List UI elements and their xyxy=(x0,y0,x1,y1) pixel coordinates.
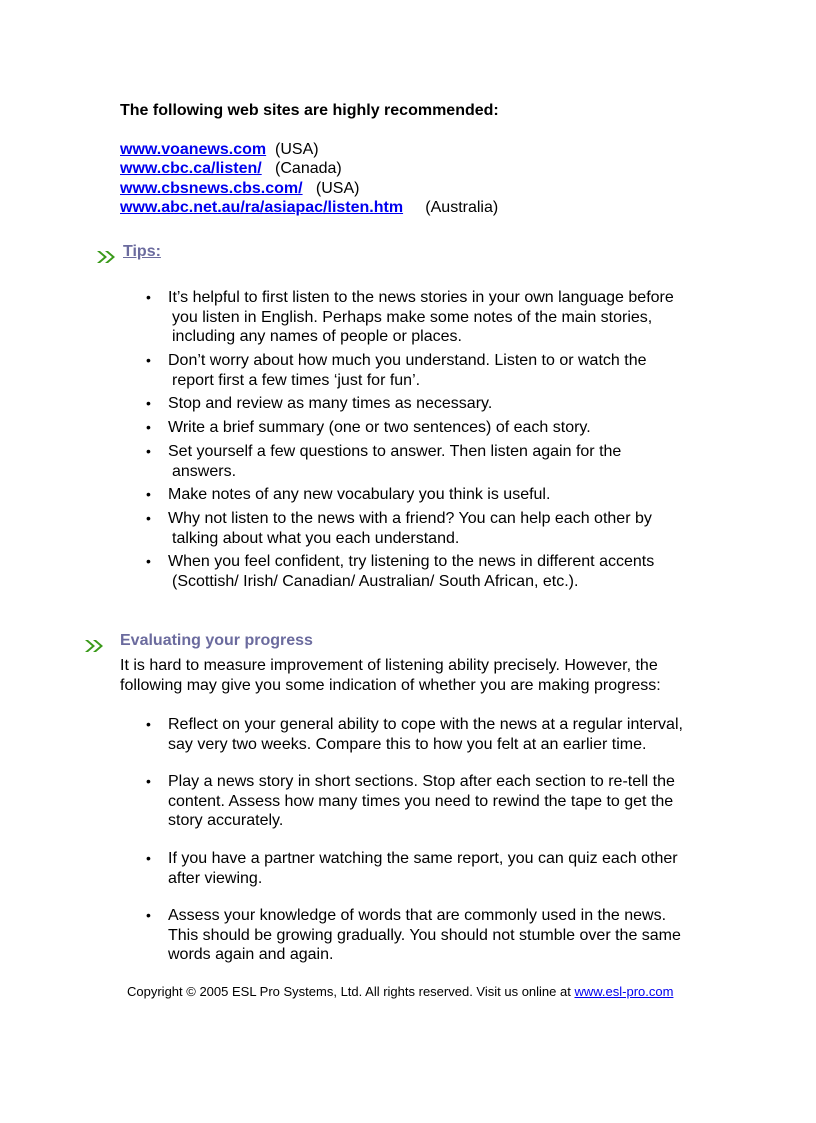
site-link-abc[interactable]: www.abc.net.au/ra/asiapac/listen.htm xyxy=(120,199,404,216)
bullet-icon: • xyxy=(146,716,151,732)
bullet-icon: • xyxy=(146,289,151,305)
bullet-icon: • xyxy=(146,443,151,459)
tip-line: you listen in English. Perhaps make some notes of the main stories, xyxy=(172,308,653,326)
tip-line: Don’t worry about how much you understand. Listen to or watch the xyxy=(168,352,647,369)
bullet-icon: • xyxy=(146,352,151,368)
bullet-icon: • xyxy=(146,510,151,526)
bullet-icon: • xyxy=(146,907,151,923)
sites-heading: The following web sites are highly recommended: xyxy=(120,102,499,119)
site-country: (Canada) xyxy=(275,160,342,177)
copyright-text: Copyright © 2005 ESL Pro Systems, Ltd. All rights reserved. Visit us online at xyxy=(127,984,575,999)
tip-line: Make notes of any new vocabulary you think is useful. xyxy=(168,486,551,503)
tip-line: including any names of people or places. xyxy=(172,328,462,345)
evaluating-title: Evaluating your progress xyxy=(120,632,313,649)
bullet-icon: • xyxy=(146,850,151,866)
footer-link[interactable]: www.esl-pro.com xyxy=(574,984,674,999)
bullet-icon: • xyxy=(146,486,151,502)
tip-line: talking about what you each understand. xyxy=(172,529,460,547)
evaluating-intro: It is hard to measure improvement of listening ability precisely. However, the following may give you some indication of whether you are making progress: xyxy=(120,657,661,694)
bullet-icon: • xyxy=(146,553,151,569)
site-link-voanews[interactable]: www.voanews.com xyxy=(120,141,267,158)
evaluating-item-text: Play a news story in short sections. Stop after each section to re-tell the content. Assess how many times you need to rewind the tape to get the story accurately. xyxy=(168,773,675,829)
double-chevron-icon xyxy=(96,250,118,264)
evaluating-item-text: If you have a partner watching the same report, you can quiz each other after viewing. xyxy=(168,850,678,887)
tip-line: report first a few times ‘just for fun’. xyxy=(172,371,421,389)
evaluating-item-text: Reflect on your general ability to cope with the news at a regular interval, say very two weeks. Compare this to how you felt at an earlier time. xyxy=(168,716,683,753)
bullet-icon: • xyxy=(146,419,151,435)
tip-line: When you feel confident, try listening to the news in different accents xyxy=(168,553,655,570)
site-row xyxy=(120,141,319,159)
site-country: (USA) xyxy=(275,141,319,158)
tip-line: answers. xyxy=(172,462,237,480)
site-link-cbsnews[interactable]: www.cbsnews.cbs.com/ xyxy=(120,180,303,197)
site-country: (USA) xyxy=(315,180,360,197)
tip-line: Set yourself a few questions to answer. Then listen again for the xyxy=(168,443,622,460)
tips-title: Tips: xyxy=(123,243,161,260)
site-row xyxy=(120,199,498,217)
tip-line: Write a brief summary (one or two sentences) of each story. xyxy=(168,419,591,436)
tip-line: It’s helpful to first listen to the news stories in your own language before xyxy=(168,289,674,306)
footer xyxy=(127,984,673,999)
double-chevron-icon xyxy=(84,639,106,653)
bullet-icon: • xyxy=(146,395,151,411)
site-country: (Australia) xyxy=(425,199,499,216)
bullet-icon: • xyxy=(146,773,151,789)
tip-line: Stop and review as many times as necessary. xyxy=(168,395,493,412)
tip-line: Why not listen to the news with a friend? You can help each other by xyxy=(168,510,652,527)
site-row xyxy=(120,180,359,198)
site-row xyxy=(120,160,342,178)
tip-line: (Scottish/ Irish/ Canadian/ Australian/ South African, etc.). xyxy=(172,572,579,590)
evaluating-item-text: Assess your knowledge of words that are commonly used in the news. This should be growing gradually. You should not stumble over the same words again and again. xyxy=(168,907,681,963)
site-link-cbc[interactable]: www.cbc.ca/listen/ xyxy=(120,160,262,177)
